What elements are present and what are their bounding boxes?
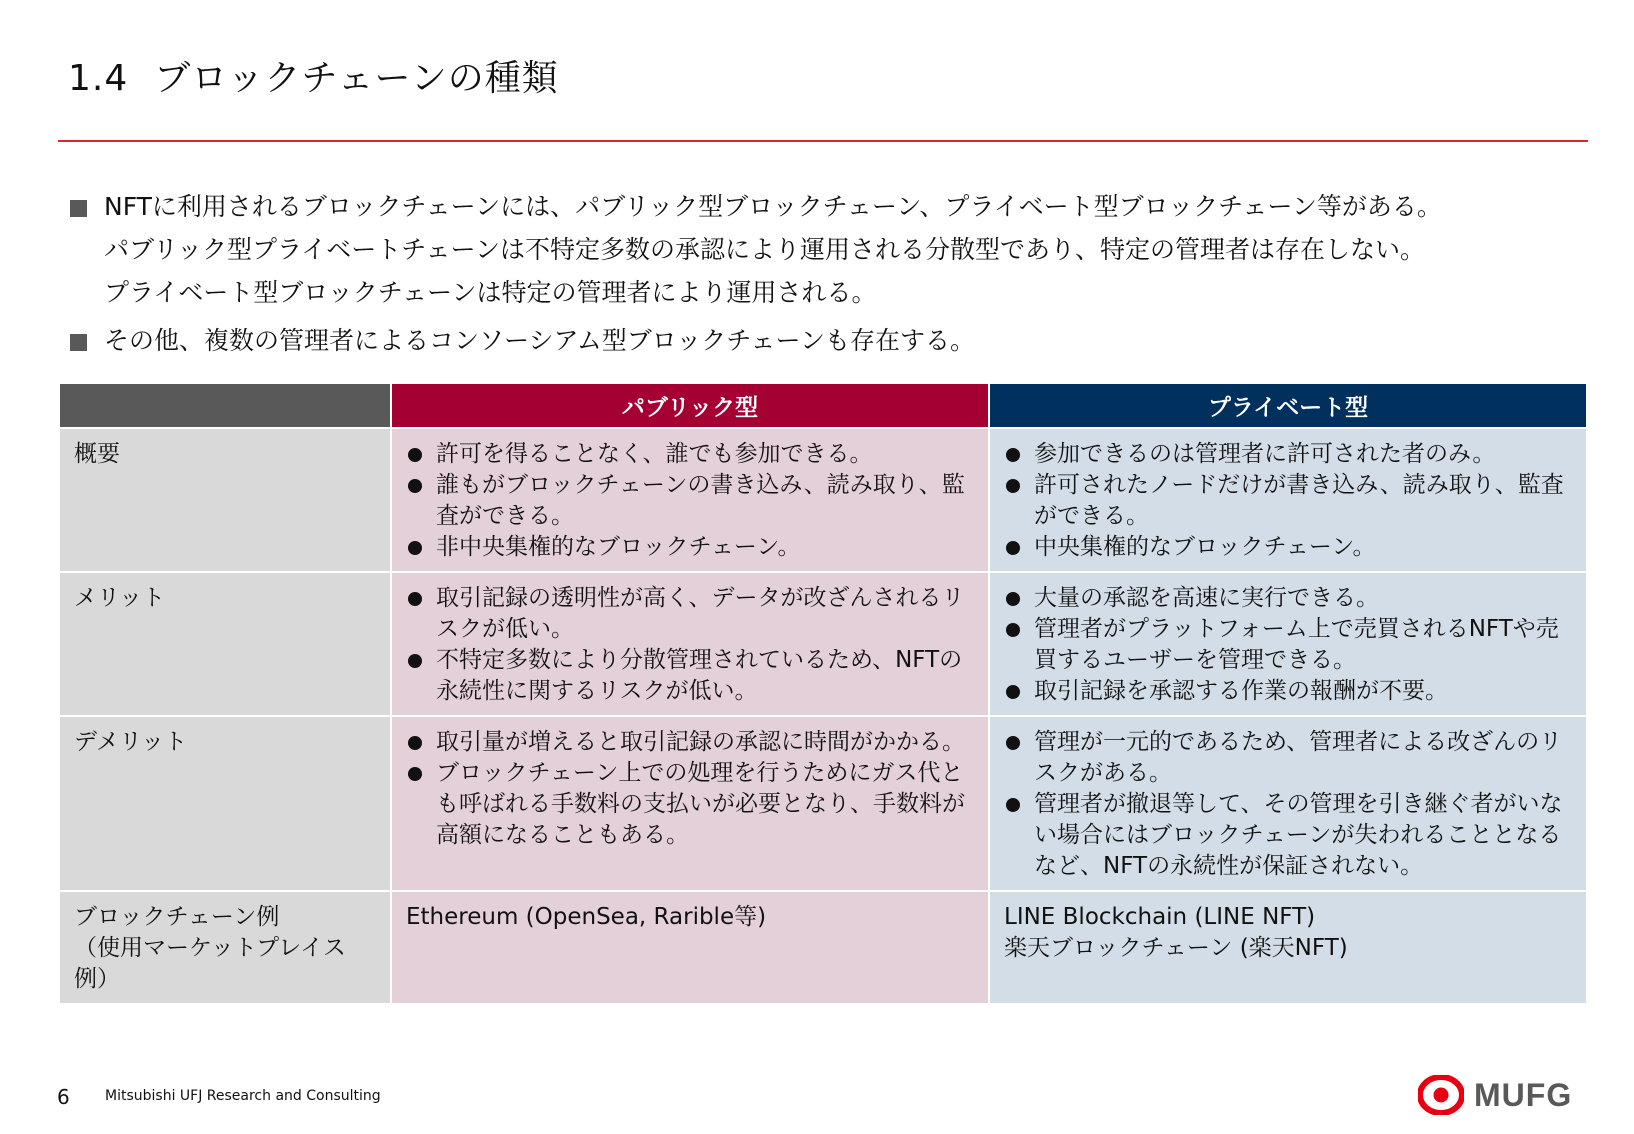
page-title xyxy=(68,50,559,101)
list-item: 参加できるのは管理者に許可された者のみ。 xyxy=(1004,439,1572,470)
table-row xyxy=(59,891,1587,1004)
bullet-line: パブリック型プライベートチェーンは不特定多数の承認により運用される分散型であり、特定の管理者は存在しない。 xyxy=(104,235,1426,264)
list-item: 誰もがブロックチェーンの書き込み、読み取り、監査ができる。 xyxy=(406,470,974,532)
page-number: 6 xyxy=(57,1085,70,1109)
table-row xyxy=(59,572,1587,716)
public-cell xyxy=(391,891,989,1004)
private-cell xyxy=(989,891,1587,1004)
logo-text: MUFG xyxy=(1474,1076,1573,1113)
example-text: 楽天ブロックチェーン (楽天NFT) xyxy=(1004,935,1348,961)
row-label: ブロックチェーン例 （使用マーケットプレイス例） xyxy=(59,891,391,1004)
bullet-line: NFTに利用されるブロックチェーンには、パブリック型ブロックチェーン、プライベート型ブロックチェーン等がある。 xyxy=(104,192,1442,221)
square-bullet-icon xyxy=(70,200,87,217)
list-item: 許可されたノードだけが書き込み、読み取り、監査ができる。 xyxy=(1004,470,1572,532)
table-row xyxy=(59,716,1587,891)
list-item: 不特定多数により分散管理されているため、NFTの永続性に関するリスクが低い。 xyxy=(406,645,974,707)
table-row xyxy=(59,428,1587,572)
list-item: 中央集権的なブロックチェーン。 xyxy=(1004,532,1572,563)
intro-bullets xyxy=(70,185,1590,367)
public-cell xyxy=(391,428,989,572)
header-private: プライベート型 xyxy=(989,383,1587,428)
row-label: 概要 xyxy=(59,428,391,572)
header-blank xyxy=(59,383,391,428)
mufg-logo xyxy=(1418,1075,1572,1115)
bullet-line: その他、複数の管理者によるコンソーシアム型ブロックチェーンも存在する。 xyxy=(104,326,976,355)
list-item: 管理が一元的であるため、管理者による改ざんのリスクがある。 xyxy=(1004,727,1572,789)
list-item: 取引記録を承認する作業の報酬が不要。 xyxy=(1004,676,1572,707)
bullet-item xyxy=(70,319,1590,362)
list-item: 取引量が増えると取引記録の承認に時間がかかる。 xyxy=(406,727,974,758)
list-item: 大量の承認を高速に実行できる。 xyxy=(1004,583,1572,614)
list-item: 取引記録の透明性が高く、データが改ざんされるリスクが低い。 xyxy=(406,583,974,645)
title-divider xyxy=(58,140,1588,142)
private-cell xyxy=(989,716,1587,891)
bullet-item xyxy=(70,185,1590,314)
company-name: Mitsubishi UFJ Research and Consulting xyxy=(105,1088,381,1104)
title-text: ブロックチェーンの種類 xyxy=(154,58,559,99)
header-public: パブリック型 xyxy=(391,383,989,428)
row-label: デメリット xyxy=(59,716,391,891)
table-header-row xyxy=(59,383,1587,428)
square-bullet-icon xyxy=(70,334,87,351)
list-item: 許可を得ることなく、誰でも参加できる。 xyxy=(406,439,974,470)
list-item: 管理者が撤退等して、その管理を引き継ぐ者がいない場合にはブロックチェーンが失われることとなるなど、NFTの永続性が保証されない。 xyxy=(1004,789,1572,882)
example-text: LINE Blockchain (LINE NFT) xyxy=(1004,904,1316,930)
private-cell xyxy=(989,572,1587,716)
list-item: ブロックチェーン上での処理を行うためにガス代とも呼ばれる手数料の支払いが必要となり、手数料が高額になることもある。 xyxy=(406,758,974,851)
mufg-logo-icon xyxy=(1418,1075,1464,1115)
public-cell xyxy=(391,716,989,891)
row-label: メリット xyxy=(59,572,391,716)
bullet-line: プライベート型ブロックチェーンは特定の管理者により運用される。 xyxy=(104,278,877,307)
section-number: 1.4 xyxy=(68,58,129,99)
list-item: 管理者がプラットフォーム上で売買されるNFTや売買するユーザーを管理できる。 xyxy=(1004,614,1572,676)
example-text: Ethereum (OpenSea, Rarible等) xyxy=(406,904,767,930)
private-cell xyxy=(989,428,1587,572)
comparison-table xyxy=(58,382,1588,1005)
list-item: 非中央集権的なブロックチェーン。 xyxy=(406,532,974,563)
public-cell xyxy=(391,572,989,716)
